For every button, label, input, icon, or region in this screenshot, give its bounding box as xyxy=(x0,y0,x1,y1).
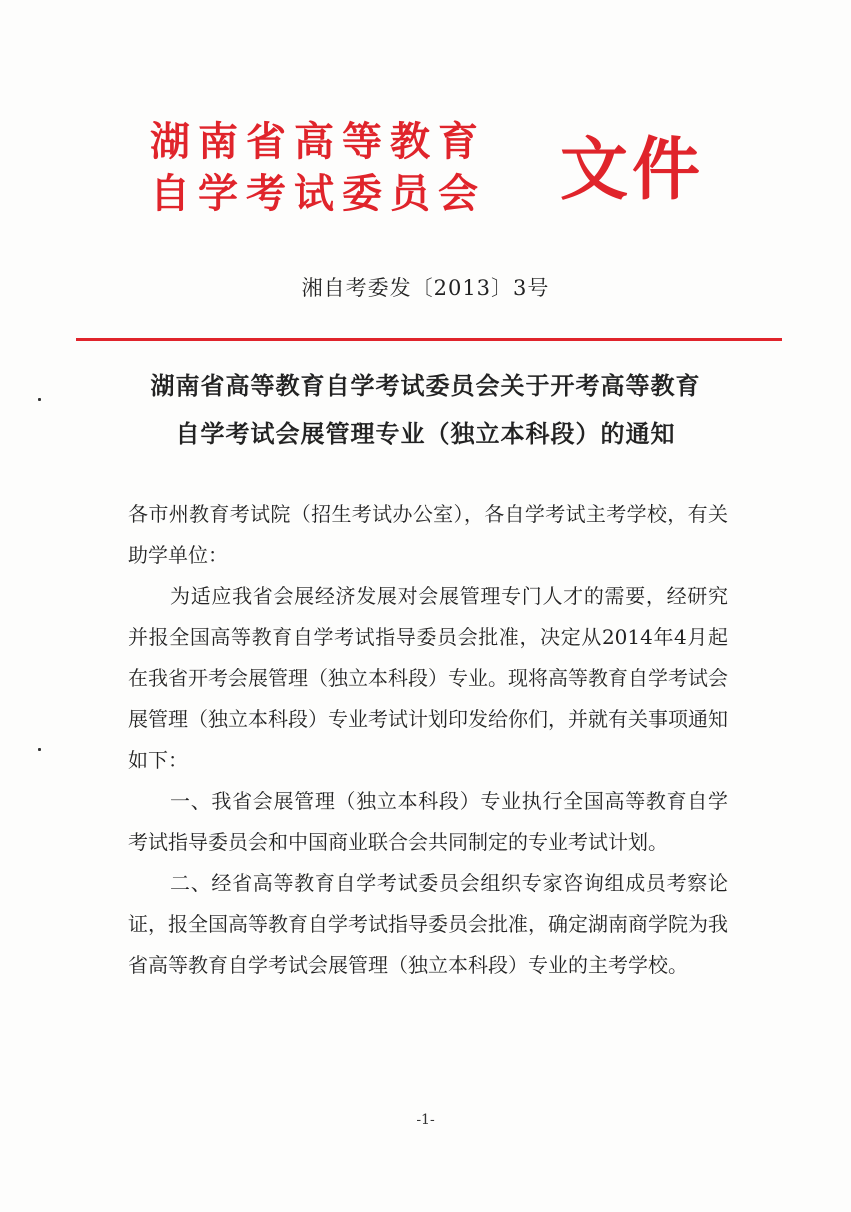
title-line-1: 湖南省高等教育自学考试委员会关于开考高等教育 xyxy=(150,371,701,400)
header-line-1: 湖南省高等教育 xyxy=(150,118,486,165)
document-body xyxy=(128,494,728,986)
document-number: 湘自考委发〔2013〕3号 xyxy=(301,276,550,300)
scan-speck xyxy=(38,398,41,401)
body-paragraph: 为适应我省会展经济发展对会展管理专门人才的需要，经研究并报全国高等教育自学考试指导委员会批准，决定从2014年4月起在我省开考会展管理（独立本科段）专业。现将高等教育自学考试会展管理（独立本科段）专业考试计划印发给你们，并就有关事项通知如下： xyxy=(128,584,728,772)
document-header xyxy=(150,116,705,220)
salutation: 各市州教育考试院（招生考试办公室），各自学考试主考学校，有关助学单位： xyxy=(128,502,728,567)
red-divider-line xyxy=(76,338,782,341)
header-suffix: 文件 xyxy=(560,130,705,210)
scan-speck xyxy=(38,748,41,751)
body-paragraph: 二、经省高等教育自学考试委员会组织专家咨询组成员考察论证，报全国高等教育自学考试指导委员会批准，确定湖南商学院为我省高等教育自学考试会展管理（独立本科段）专业的主考学校。 xyxy=(128,871,728,977)
page-number: -1- xyxy=(416,1112,435,1128)
document-title xyxy=(60,362,791,458)
header-line-2: 自学考试委员会 xyxy=(150,170,486,217)
title-line-2: 自学考试会展管理专业（独立本科段）的通知 xyxy=(175,419,676,448)
body-paragraph: 一、我省会展管理（独立本科段）专业执行全国高等教育自学考试指导委员会和中国商业联合会共同制定的专业考试计划。 xyxy=(128,789,728,854)
